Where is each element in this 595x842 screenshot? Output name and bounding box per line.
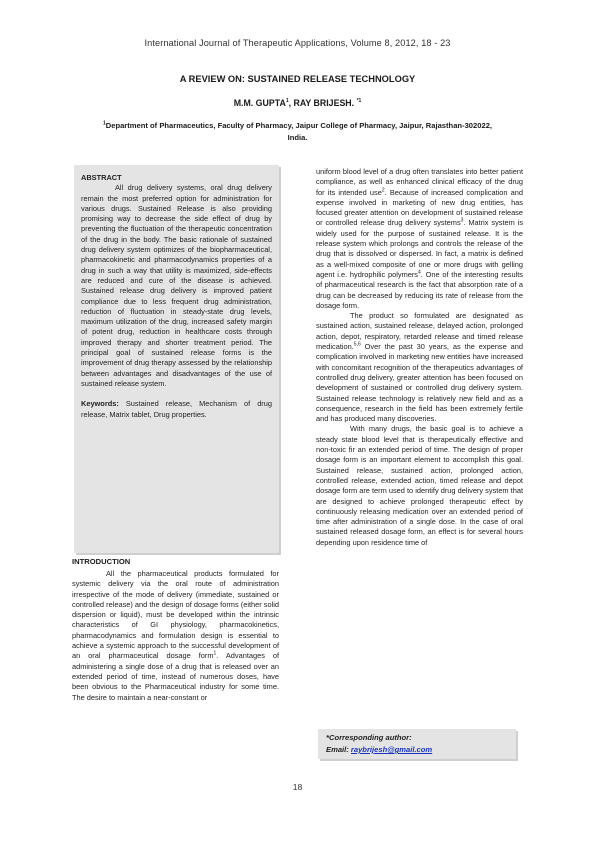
right-paragraph-3: With many drugs, the basic goal is to achieve a steady state blood level that is therapeutically effective and non-toxic fir an extended period of time. The design of proper dosage form is an important element to accomplish this goal. Sustained release, sustained action, prolonged action, controlled release, extended action, timed release and depot dosage form are term used to identify drug delivery system that are designed to achieve prolonged therapeutic effect by continuously releasing medication over an extended period of time after administration of a single dose. In the case of oral sustained released dosage form, an effect is for several hours depending upon residence time of xyxy=(316,424,523,547)
intro-text-b: . Advantages of administering a single dose of a drug that is released over an extended period of time, instead of numerous doses, have been obvious to the Pharmaceutical industry for some time. The desire to maintain a near-constant or xyxy=(72,651,280,702)
email-link[interactable]: raybrijesh@gmail.com xyxy=(350,745,433,754)
rc-p2-b: Over the past 30 years, as the expense and complication involved in marketing new entities have increased with concomitant recognition of the therapeutics advantages of controlled drug delivery, greater attention has been focused on development of sustained or controlled drug delivery system. Sustained release technology is relatively new field and as a consequence, research in the field has been extremely fertile and has produced many discoveries. xyxy=(316,342,523,424)
right-paragraph-2 xyxy=(316,311,523,424)
rc-citation-3: 3 xyxy=(460,218,464,225)
abstract-body: All drug delivery systems, oral drug delivery remain the most preferred option for administration for various drugs. Sustained Release is also providing promising way to decrease the side effect of drug by preventing the fluctuation of the therapeutic concentration of the drug in the body. The basic rationale of sustained drug delivery system optimizes of the biopharmaceutical, pharmacokinetic and pharmacodynamics properties of a drug in such a way that utility is maximized, side-effects are reduced and cure of the disease is achieved. Sustained release drug delivery is improved patient compliance due to less frequent drug administration, reduction of fluctuation in steady-state drug levels, maximum utilization of the drug, increased safety margin of potent drug, reduction in healthcare costs through improved therapy and shorter treatment period. The principal goal of sustained release forms is the improvement of drug therapy assessed by the relationship between advantages and disadvantages of the use of sustained release system. xyxy=(81,183,272,388)
corresponding-email-line xyxy=(326,744,432,756)
intro-citation: 1 xyxy=(213,650,217,657)
abstract-box xyxy=(74,165,279,553)
rc-p1-b: . Because of increased complication and expense involved in marketing of new drug entities, has focused greater attention on development of sustained release or controlled release drug delivery systems xyxy=(316,187,524,228)
keywords-label: Keywords: xyxy=(81,399,119,409)
email-label: Email: xyxy=(326,745,351,754)
author-line xyxy=(0,98,595,108)
author-sup-1: 1 xyxy=(285,98,289,105)
rc-p1-a: uniform blood level of a drug often translates into better patient compliance, as well as enhanced clinical efficacy of the drug for its intended use xyxy=(316,167,523,197)
rc-citation-2: 2 xyxy=(381,187,385,194)
author-name-2: RAY BRIJESH. xyxy=(293,98,357,108)
corresponding-author-box xyxy=(318,729,516,759)
rc-p1-c: . Matrix system is widely used for the purpose of sustained release. It is the release system which prolongs and controls the release of the drug that is dissolved or dispersed. In fact, a matrix is defined as a well-mixed composite of one or more drugs with gelling agent i.e. hydrophilic polymers xyxy=(316,218,524,279)
author-name-1: M.M. GUPTA xyxy=(233,98,286,108)
introduction-heading: INTRODUCTION xyxy=(72,557,131,566)
keywords-text: Sustained release, Mechanism of drug release, Matrix tablet, Drug properties. xyxy=(81,399,272,419)
affiliation xyxy=(100,120,495,144)
paper-title: A REVIEW ON: SUSTAINED RELEASE TECHNOLOGY xyxy=(179,74,416,84)
right-paragraph-1 xyxy=(316,167,523,311)
page-number: 18 xyxy=(292,782,303,792)
author-sup-2: *1 xyxy=(356,98,362,105)
rc-p2-a: The product so formulated are designated as sustained action, sustained release, delayed action, prolonged action, depot, respiratory, retarded release and timed release medication. xyxy=(316,311,523,352)
affiliation-text: Department of Pharmaceutics, Faculty of Pharmacy, Jaipur College of Pharmacy, Jaipur, Rajasthan-302022, India. xyxy=(105,121,493,142)
affiliation-sup: 1 xyxy=(102,120,106,127)
journal-header: International Journal of Therapeutic Applications, Volume 8, 2012, 18 - 23 xyxy=(144,38,451,48)
rc-citation-4: 4 xyxy=(418,269,421,276)
corresponding-label: *Corresponding author: xyxy=(326,733,412,742)
author-separator: , xyxy=(288,98,294,108)
abstract-heading: ABSTRACT xyxy=(81,173,122,182)
intro-text-a: All the pharmaceutical products formulated for systemic delivery via the oral route of administration irrespective of the mode of delivery (immediate, sustained or controlled release) and the design of dosage forms (either solid dispersion or liquid), must be developed within the intrinsic characteristics of GI physiology, pharmacokinetics, pharmacodynamics and formulation design is essential to achieve a systemic approach to the successful development of an oral pharmaceutical dosage form xyxy=(72,569,279,661)
keywords xyxy=(81,399,272,420)
introduction-paragraph xyxy=(72,569,279,703)
rc-p1-d: . One of the interesting results of pharmaceutical research is the fact that absorption rate of a drug can be decreased by reducing its rate of release from the dosage form. xyxy=(316,269,523,310)
rc-citation-5-6: 5,6 xyxy=(353,341,361,348)
right-column xyxy=(316,167,523,548)
